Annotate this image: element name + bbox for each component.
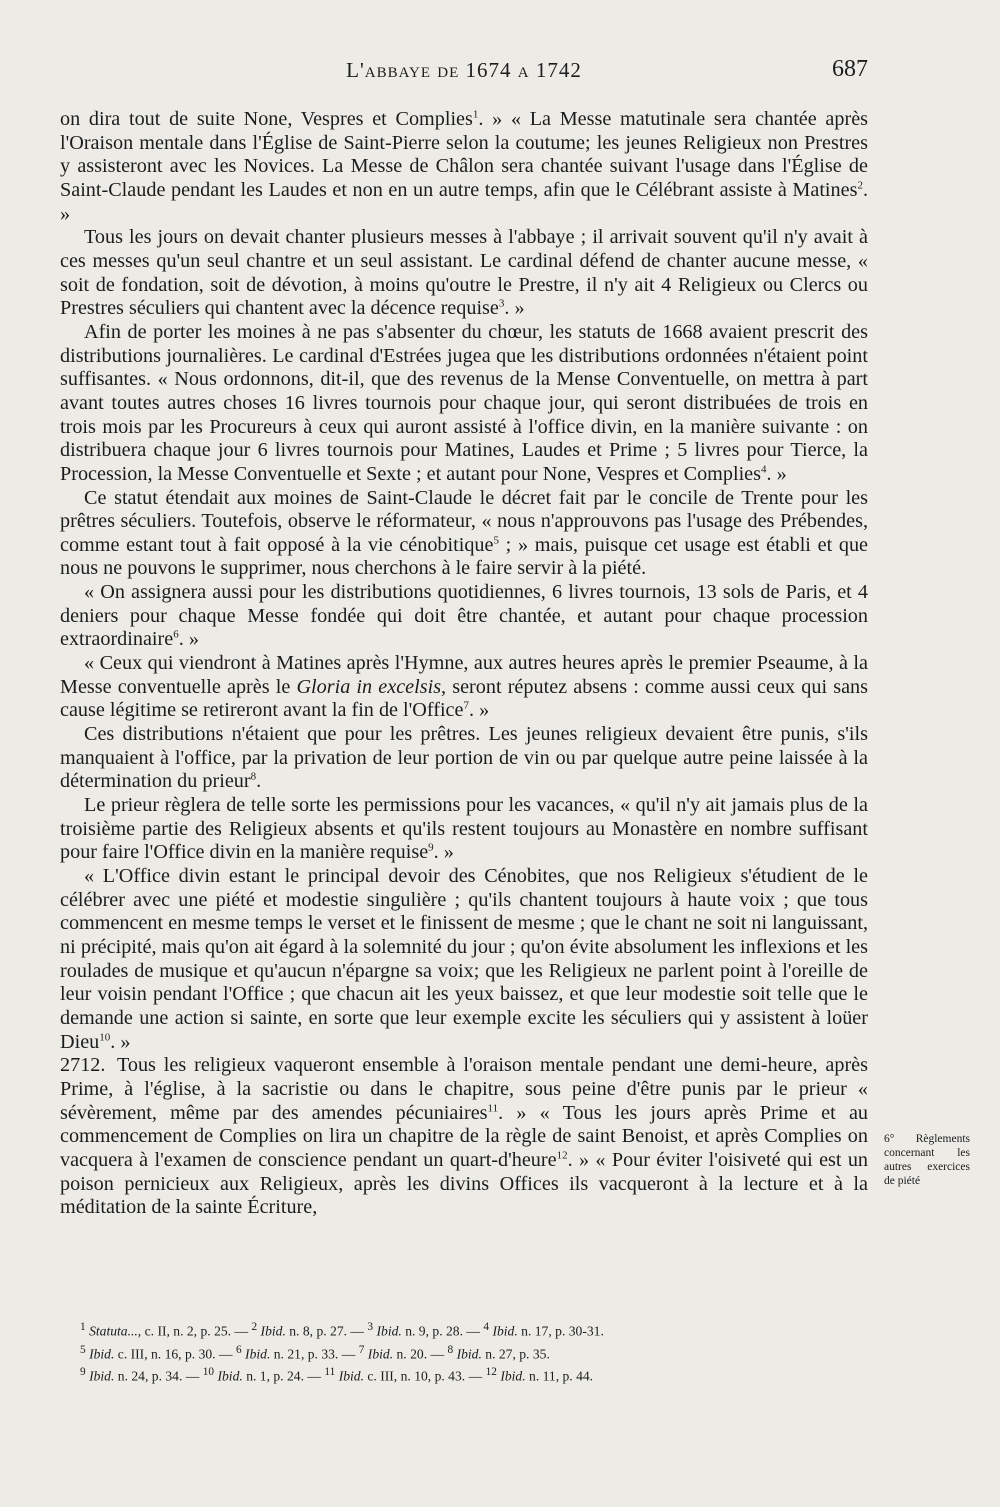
paragraph: Ce statut étendait aux moines de Saint-Claude le décret fait par le concile de Trente pour les prêtres séculiers. Toutefois, observe le réformateur, « nous n'approuvons pas l'usage des Prébendes, comme estant tout à fait opposé à la vie cénobitique$^5$ ; » mais, puisque cet usage est établi et que nous ne pouvons le supprimer, nous cherchons à le faire servir à la piété. xyxy=(60,486,869,580)
running-title: L'abbaye de 1674 a 1742 xyxy=(346,58,582,82)
paragraph: « Ceux qui viendront à Matines après l'Hymne, aux autres heures après le premier Pseaume, à la Messe conventuelle après le Gloria in excelsis, seront réputez absens : comme aussi ceux qui sans cause légitime se retireront avant la fin de l'Office$^7$. » xyxy=(60,652,868,722)
paragraph-section-2712: 2712. Tous les religieux vaqueront ensemble à l'oraison mentale pendant une demi-heure, après Prime, à l'église, à la sacristie ou dans le chapitre, sous peine d'être punis par le prieur « sévèrement, même par des amendes pécuniaires$^{11}$. » « Tous les jours après Prime et au commencement de Complies on lira un chapitre de la règle de saint Benoist, et après Complies on vacquera à l'examen de conscience pendant un quart-d'heure$^{12}$. » « Pour éviter l'oisiveté qui est un poison pernicieux aux Religieux, après les divins Offices ils vacqueront à la lecture et à la méditation de la sainte Écriture, xyxy=(60,1054,869,1219)
footnote-line: $^5$ Ibid. c. III, n. 16, p. 30. — $^6$ Ibid. n. 21, p. 33. — $^7$ Ibid. n. 20. — $^8$ Ibid. n. 27, p. 35. xyxy=(80,1343,550,1362)
paragraph: Tous les jours on devait chanter plusieurs messes à l'abbaye ; il arrivait souvent qu'il n'y avait à ces messes qu'un seul chantre et un seul assistant. Le cardinal défend de chanter aucune messe, « soit de fondation, soit de dévotion, à moins qu'outre le Prestre, il n'y ait 4 Religieux ou Clercs ou Prestres séculiers qui chantent avec la décence requise$^3$. » xyxy=(60,226,868,320)
footnote-line: $^9$ Ibid. n. 24, p. 34. — $^{10}$ Ibid. n. 1, p. 24. — $^{11}$ Ibid. c. III, n. 10, p. 43. — $^{12}$ Ibid. n. 11, p. 44. xyxy=(80,1366,594,1384)
paragraph: on dira tout de suite None, Vespres et Complies$^1$. » « La Messe matutinale sera chantée après l'Oraison mentale dans l'Église de Saint-Pierre selon la coutume; les jeunes Religieux non Prestres y assisteront avec les Novices. La Messe de Châlon sera chantée suivant l'usage dans l'Église de Saint-Claude pendant les Laudes et non en un autre temps, afin que le Célébrant assiste à Matines$^2$. » xyxy=(60,108,869,225)
section-number: 2712. xyxy=(60,1054,106,1077)
body-text xyxy=(60,108,868,1220)
margin-note: 6° Règlements concernant les autres exercices de piété xyxy=(884,1133,970,1187)
page-number: 687 xyxy=(832,56,868,82)
paragraph: Le prieur règlera de telle sorte les permissions pour les vacances, « qu'il n'y ait jamais plus de la troisième partie des Religieux absents et qu'ils restent toujours au Monastère en nombre suffisant pour faire l'Office divin en la manière requise$^9$. » xyxy=(60,794,868,864)
paragraph: Afin de porter les moines à ne pas s'absenter du chœur, les statuts de 1668 avaient prescrit des distributions journalières. Le cardinal d'Estrées jugea que les distributions ordonnées n'étaient point suffisantes. « Nous ordonnons, dit-il, que des revenus de la Mense Conventuelle, on mettra à part avant toutes autres choses 16 livres tournois pour chaque jour, qui seront distribuées de trois en trois mois par les Procureurs à ceux qui auront assisté à l'office divin, en la manière suivante : on distribuera chaque jour 6 livres tournois pour Matines, Laudes et Prime ; 5 livres pour Tierce, la Procession, la Messe Conventuelle et Sexte ; et autant pour None, Vespres et Complies$^4$. » xyxy=(60,320,868,485)
paragraph: Ces distributions n'étaient que pour les prêtres. Les jeunes religieux devaient être punis, s'ils manquaient à l'office, par la privation de leur portion de vin ou par quelque autre peine laissée à la détermination du prieur$^8$. xyxy=(60,723,868,793)
footnotes xyxy=(80,1318,870,1386)
paragraph: « On assignera aussi pour les distributions quotidiennes, 6 livres tournois, 13 sols de Paris, et 4 deniers pour chaque Messe fondée qui doit être chantée, et autant pour chaque procession extraordinaire$^6$. » xyxy=(60,581,868,651)
paragraph: « L'Office divin estant le principal devoir des Cénobites, que nos Religieux s'étudient de le célébrer avec une piété et modestie singulière ; qu'ils chantent toujours à haute voix ; que tous commencent en mesme temps le verset et le finissent de mesme ; que le chant ne soit ni languissant, ni précipité, mais qu'on ait égard à la solemnité du jour ; qu'on évite absolument les inflexions et les roulades de musique et qu'aucun n'épargne sa voix; que les Religieux ne parlent point à l'oreille de leur voisin pendant l'Office ; que chacun ait les yeux baissez, et que leur modestie soit telle que le demande une action si sainte, en sorte que leur exemple excite les séculiers qui y assistent à loüer Dieu$^{10}$. » xyxy=(60,865,868,1053)
page-header xyxy=(60,58,868,88)
footnote-line: $^1$ Statuta..., c. II, n. 2, p. 25. — $^2$ Ibid. n. 8, p. 27. — $^3$ Ibid. n. 9, p. 28. — $^4$ Ibid. n. 17, p. 30-31. xyxy=(80,1321,604,1339)
